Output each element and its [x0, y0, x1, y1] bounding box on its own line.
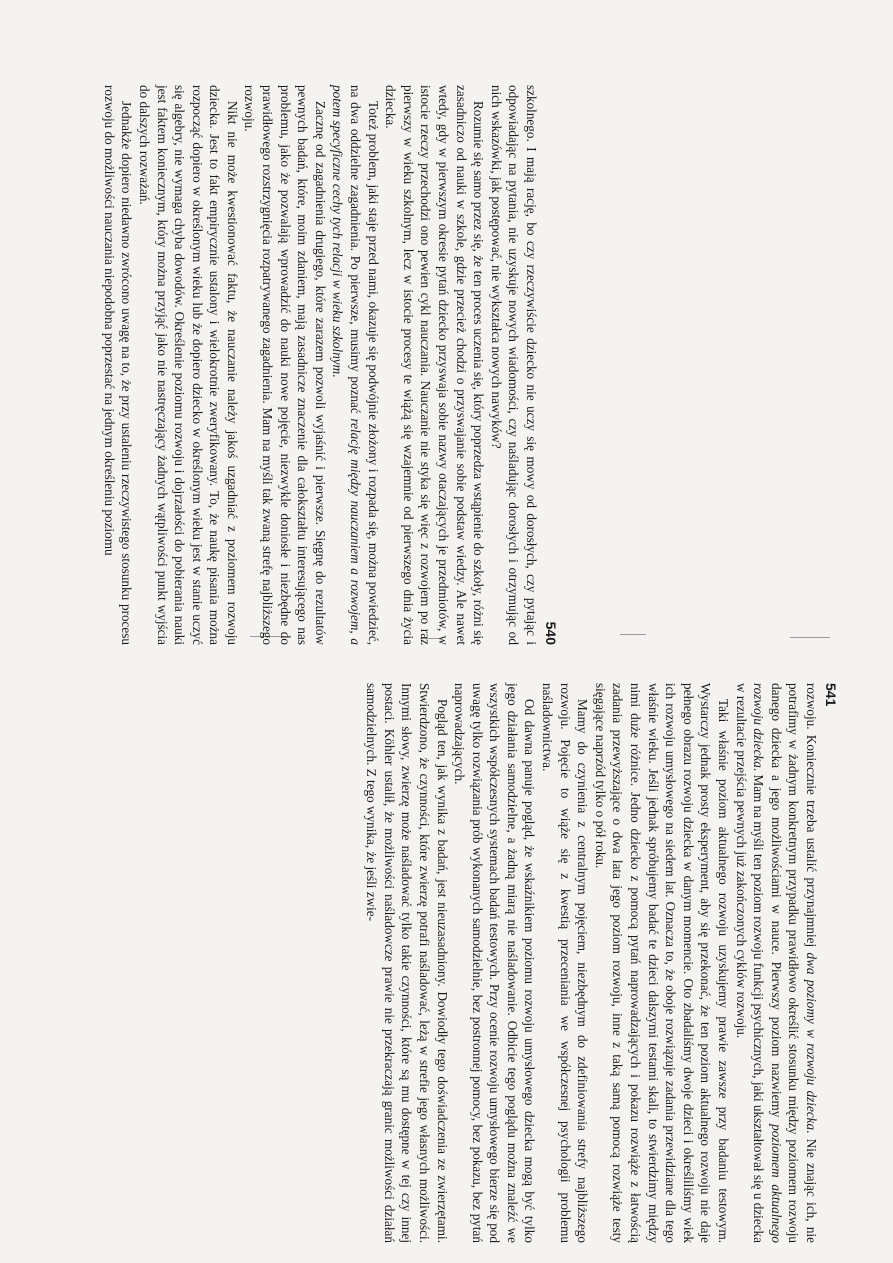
- text-run: szkolnego. I mają rację, bo czy rzeczywiście dziecko nie uczy się mowy od dorosłych, czy pytając i odpowiadając na pytania, nie uzyskuje nowych wiadomości, czy naśladując dorosłych i otrzymując od nich wskazówki, jak postępować, nie wykształca nowych nawyków?: [488, 85, 539, 645]
- paragraph: [135, 85, 241, 645]
- paragraph: [451, 683, 539, 1243]
- paragraph: [732, 683, 820, 1243]
- text-run: rozwoju. Koniecznie trzeba ustalić przynajmniej: [804, 683, 819, 953]
- italic-text-run: relację między nauczaniem a rozwojem, a potem specyficzne cechy tych relacji w wieku szkolnym: [330, 85, 364, 645]
- book-page-540: [101, 85, 560, 645]
- gutter-mark: [620, 634, 646, 635]
- italic-text-run: dwa poziomy w rozwoju dziecka: [804, 952, 819, 1131]
- paragraph: [100, 85, 135, 645]
- page-number: 541: [823, 683, 839, 707]
- text-run: .: [330, 374, 346, 378]
- paragraph: [329, 85, 382, 645]
- book-page-541: [364, 683, 840, 1244]
- page-body-text: [363, 683, 820, 1243]
- text-run: . Mam na myśli ten poziom rozwoju funkcji psychicznych, jaki ukształtował się u dziecka w rezultacie przejścia pewnych już zakończonych cyklów rozwoju.: [733, 683, 767, 1243]
- paragraph: [241, 85, 329, 645]
- paragraph: [591, 683, 732, 1243]
- italic-text-run: poziomem aktualnego rozwoju dziecka: [751, 683, 784, 1243]
- text-run: Jednakże dopiero niedawno zwrócono uwagę na to, że przy ustaleniu rzeczywistego stosunku procesu rozwoju do możliwości nauczania niepodobna poprzestać na jednym określeniu poziomu: [101, 85, 135, 645]
- text-run: Rozumie się samo przez się, że ten proces uczenia się, który poprzedza wstąpienie do szkoły, różni się zasadniczo od nauki w szkole, gdzie przecież chodzi o przyswajanie sobie podstaw wiedzy. Ale nawet wtedy, gdy w pierwszym okresie pytań dziecko przyswaja sobie nazwy otaczających je przedmiotów, w istocie rzeczy przechodzi ono pewien cykl nauczania. Nauczanie nie styka się więc z rozwojem po raz pierwszy w wieku szkolnym, lecz w istocie procesy te wiążą się wzajemnie od pierwszego dnia życia dziecka.: [383, 85, 487, 645]
- text-run: . Nie znając ich, nie potrafimy w żadnym konkretnym przypadku prawidłowo określić stosunku między poziomem rozwoju danego dziecka a jego możliwościami w nauce. Pierwszy poziom nazwiemy: [768, 683, 819, 1244]
- page-body-text: [100, 85, 540, 645]
- paragraph: [539, 683, 592, 1243]
- paragraph: [363, 683, 451, 1243]
- paragraph: [487, 85, 540, 645]
- page-number: 540: [543, 621, 559, 645]
- text-run: Mamy do czynienia z centralnym pojęciem, niezbędnym do zdefiniowania strefy najbliższego rozwoju. Pojęcie to wiąże się z kwestią przeceniania we współczesnej psychologii problemu naśladownictwa.: [540, 683, 591, 1243]
- text-run: Pogląd ten, jak wynika z badań, jest nieuzasadniony. Dowiodły tego doświadczenia ze zwierzętami. Stwierdzono, że czynności, które zwierzę potrafi naśladować, leżą w strefie jego własnych możliwości. Innymi słowy, zwierzę może naśladować tylko takie czynności, które są mu dostępne w tej czy innej postaci. Köhler ustalił, że możliwości naśladowcze prawie nie przekraczają granic możliwości działań samodzielnych. Z tego wynika, że jeśli zwie-: [364, 683, 450, 1243]
- gutter-mark: [790, 637, 830, 638]
- text-run: Taki właśnie poziom aktualnego rozwoju uzyskujemy prawie zawsze przy badaniu testowym. Wystarczy jednak prosty eksperyment, aby się przekonać, że ten poziom aktualnego rozwoju nie daje pełnego obrazu rozwoju dziecka w danym momencie. Oto zbadaliśmy dwoje dzieci i określiliśmy wiek ich rozwoju umysłowego na siedem lat. Oznacza to, że oboje rozwiązuje zadania przewidziane dla tego właśnie wieku. Jeśli jednak spróbujemy badać te dzieci dalszymi testami skali, to stwierdzimy między nimi duże różnice. Jedno dziecko z pomocą pytań naprowadzających i pokazu rozwiąże z łatwością zadania przewyższające o dwa lata jego poziom rozwoju, inne z taką samą pomocą rozwiąże testy sięgające naprzód tylko o pół roku.: [592, 683, 732, 1243]
- text-run: Nikt nie może kwestionować faktu, że nauczanie należy jakoś uzgadniać z poziomem rozwoju dziecka. Jest to fakt empirycznie ustalony i wielokrotnie zweryfikowany. To, że naukę pisania można rozpocząć dopiero w określonym wieku lub że dopiero dziecko w określonym wieku jest w stanie uczyć się algebry, nie wymaga chyba dowodów. Określenie poziomu rozwoju i dojrzałości do pobierania nauki jest faktem koniecznym, który można przyjąć jako nie nastręczający żadnych wątpliwości punkt wyjścia do dalszych rozważań.: [136, 85, 240, 645]
- text-run: Zacznę od zagadnienia drugiego, które zarazem pozwoli wyjaśnić i pierwsze. Sięgnę do rezultatów pewnych badań, które, moim zdaniem, mają zasadnicze znaczenie dla całokształtu interesującego nas problemu, jako że pozwalają wprowadzić do nauki nowe pojęcie, niezwykle doniosłe i niezbędne do prawidłowego rozstrzygnięcia rozpatrywanego zagadnienia. Mam na myśli tak zwaną strefę najbliższego rozwoju.: [242, 85, 328, 645]
- text-run: Toteż problem, jaki staje przed nami, okazuje się podwójnie złożony i rozpada się, można powiedzieć, na dwa oddzielne zagadnienia. Po pierwsze, musimy poznać: [348, 85, 381, 645]
- text-run: Od dawna panuje pogląd, że wskaźnikiem poziomu rozwoju umysłowego dziecka mogą być tylko jego działania samodzielne, a żadną miarą nie naśladowanie. Odbicie tego poglądu można znaleźć we wszystkich współczesnych systemach badań testowych. Przy ocenie rozwoju umysłowego bierze się pod uwagę tylko rozwiązania prób wykonanych samodzielnie, bez postronnej pomocy, bez pokazu, bez pytań naprowadzających.: [452, 683, 538, 1243]
- paragraph: [382, 85, 488, 645]
